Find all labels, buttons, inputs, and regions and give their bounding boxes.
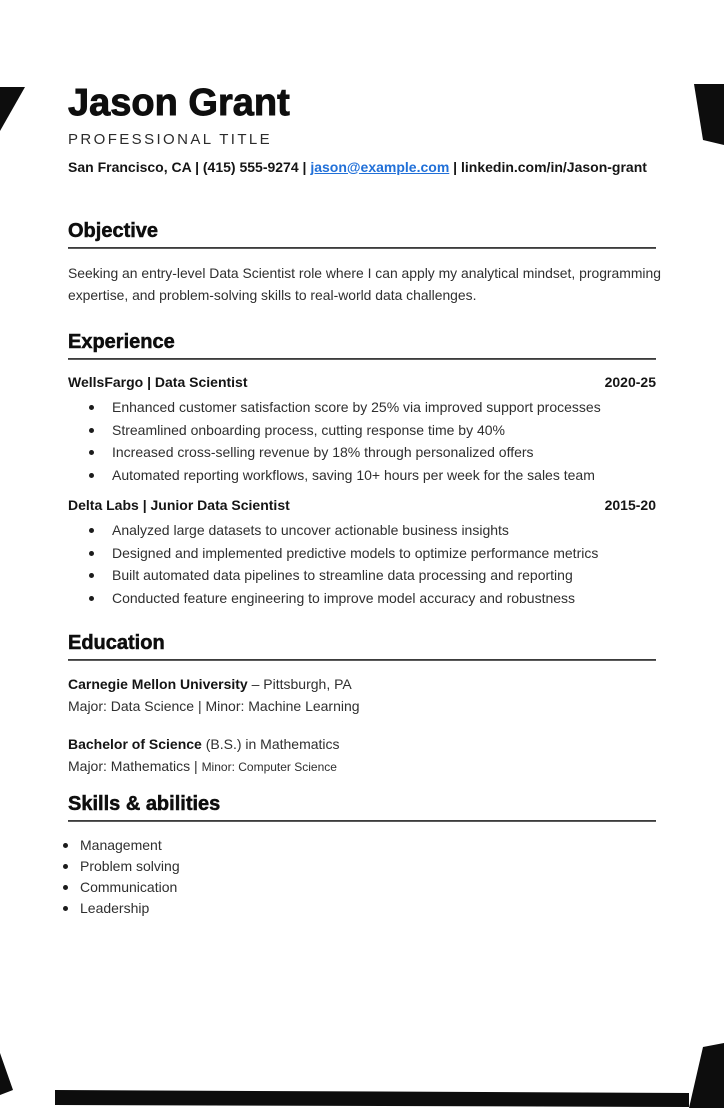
section-title-objective: Objective <box>68 219 159 242</box>
job-role: Junior Data Scientist <box>150 497 290 514</box>
email-link[interactable]: jason@example.com <box>310 158 450 175</box>
job-entry-wellsfargo <box>68 374 656 486</box>
education-entry-degree <box>68 733 656 778</box>
minor-text-small: Minor: Computer Science <box>201 760 337 775</box>
candidate-name: Jason Grant <box>68 82 290 124</box>
job-company: Delta Labs <box>68 497 139 514</box>
institution-name: Carnegie Mellon University <box>68 676 248 693</box>
section-experience <box>68 332 656 609</box>
bullet-item: Automated reporting workflows, saving 10+ hours per week for the sales team <box>68 464 656 487</box>
separator: | <box>143 374 155 391</box>
objective-text: Seeking an entry-level Data Scientist role where I can apply my analytical mindset, programming expertise, and problem-solving skills to real-world data challenges. <box>68 264 661 303</box>
job-bullet-list <box>68 396 656 486</box>
section-title-education: Education <box>68 632 165 655</box>
education-line1 <box>68 673 656 695</box>
degree-detail: (B.S.) in Mathematics <box>201 736 340 753</box>
bullet-item: Analyzed large datasets to uncover actionable business insights <box>68 519 656 542</box>
scan-mark-bottom-right <box>689 1043 724 1108</box>
bullet-item: Streamlined onboarding process, cutting response time by 40% <box>68 419 656 442</box>
major-text: Major: Mathematics | <box>68 758 202 775</box>
section-divider <box>68 358 656 360</box>
job-dates: 2015-20 <box>604 497 656 514</box>
separator: | <box>298 158 311 175</box>
bullet-item: Enhanced customer satisfaction score by 25% via improved support processes <box>68 396 656 419</box>
resume-page <box>0 84 724 919</box>
education-line2 <box>68 755 656 778</box>
section-title-skills: Skills & abilities <box>68 793 221 816</box>
bullet-item: Conducted feature engineering to improve model accuracy and robustness <box>68 587 656 610</box>
contact-phone: (415) 555-9274 <box>202 158 299 175</box>
job-entry-delta-labs <box>68 497 656 609</box>
skills-list <box>63 835 656 918</box>
skill-item: Management <box>63 835 656 856</box>
contact-location: San Francisco, CA <box>68 158 192 175</box>
resume-header <box>68 84 656 175</box>
professional-title: PROFESSIONAL TITLE <box>68 131 273 148</box>
job-header <box>68 374 656 390</box>
job-bullet-list <box>68 519 656 609</box>
section-objective <box>68 219 661 307</box>
major-minor-text: Major: Data Science | Minor: Machine Learning <box>68 698 360 715</box>
separator: | <box>191 158 203 175</box>
scan-mark-bottom-bar <box>55 1090 689 1107</box>
section-title-experience: Experience <box>68 331 175 354</box>
job-company: WellsFargo <box>68 374 144 391</box>
bullet-item: Designed and implemented predictive models to optimize performance metrics <box>68 542 656 565</box>
degree-name: Bachelor of Science <box>68 736 202 753</box>
skill-item: Problem solving <box>63 856 656 877</box>
skill-item: Leadership <box>63 898 656 919</box>
scan-mark-bottom-left <box>0 1053 13 1095</box>
contact-line <box>68 159 656 175</box>
job-header <box>68 497 656 513</box>
job-dates: 2020-25 <box>604 374 656 391</box>
skill-item: Communication <box>63 877 656 898</box>
separator: | <box>138 497 151 514</box>
institution-detail: – Pittsburgh, PA <box>247 676 352 693</box>
education-line1 <box>68 733 656 755</box>
section-divider <box>68 247 656 249</box>
contact-linkedin: linkedin.com/in/Jason-grant <box>460 158 647 175</box>
separator: | <box>449 158 461 175</box>
section-education <box>68 633 656 778</box>
section-divider <box>68 820 656 822</box>
job-title <box>68 497 290 513</box>
bullet-item: Increased cross-selling revenue by 18% through personalized offers <box>68 441 656 464</box>
job-role: Data Scientist <box>154 374 248 391</box>
section-skills <box>68 794 656 918</box>
section-divider <box>68 659 656 661</box>
job-title <box>68 374 248 390</box>
education-line2 <box>68 695 656 717</box>
education-entry-cmu <box>68 673 656 717</box>
bullet-item: Built automated data pipelines to streamline data processing and reporting <box>68 564 656 587</box>
